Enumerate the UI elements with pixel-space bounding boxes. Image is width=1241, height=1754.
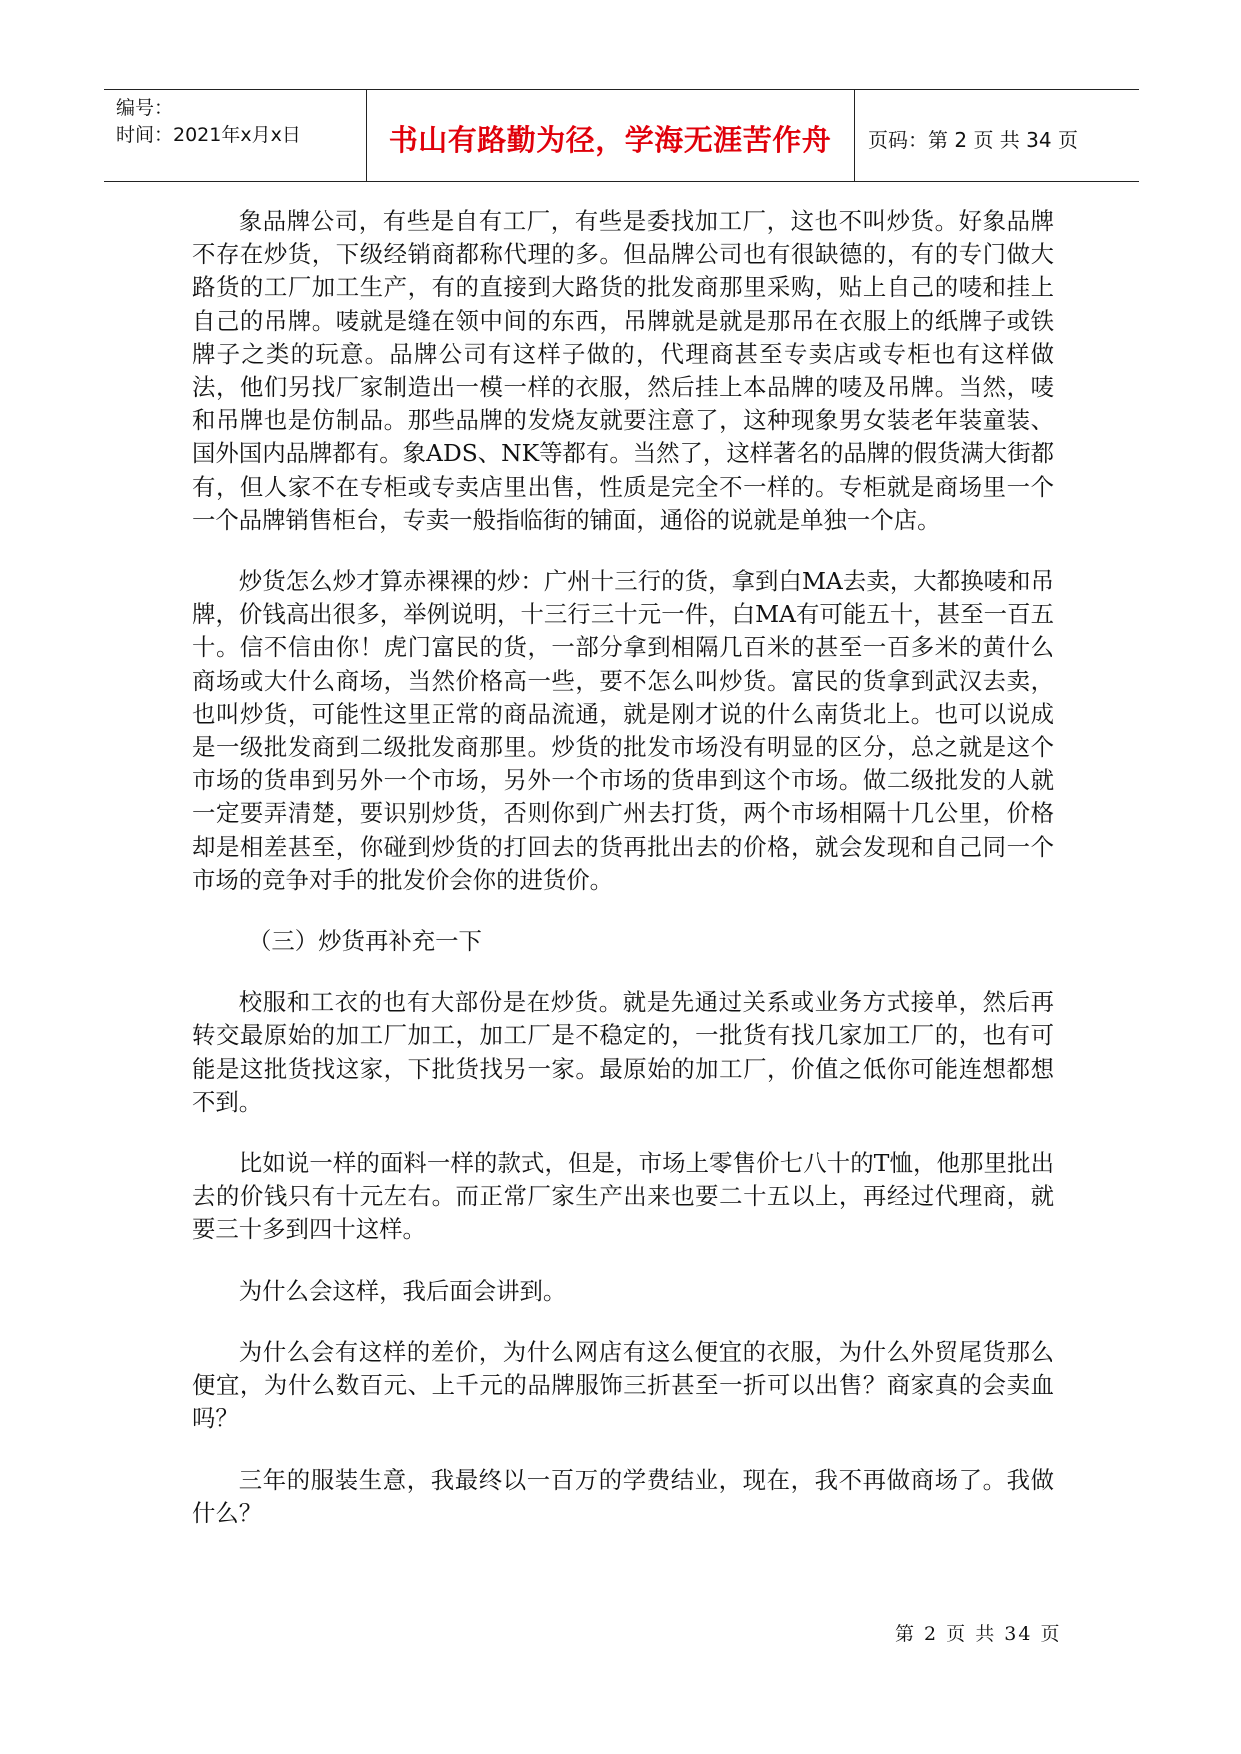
header-meta-cell [104,90,367,181]
header-page-number: 页码：第 2 页 共 34 页 [868,128,1078,152]
body-paragraph: 象品牌公司，有些是自有工厂，有些是委找加工厂，这也不叫炒货。好象品牌不存在炒货，下级经销商都称代理的多。但品牌公司也有很缺德的，有的专门做大路货的工厂加工生产，有的直接到大路货的批发商那里采购，贴上自己的唛和挂上自己的吊牌。唛就是缝在领中间的东西，吊牌就是就是那吊在衣服上的纸牌子或铁牌子之类的玩意。品牌公司有这样子做的，代理商甚至专卖店或专柜也有这样做法，他们另找厂家制造出一模一样的衣服，然后挂上本品牌的唛及吊牌。当然，唛和吊牌也是仿制品。那些品牌的发烧友就要注意了，这种现象男女装老年装童装、国外国内品牌都有。象ADS、NK等都有。当然了，这样著名的品牌的假货满大街都有，但人家不在专柜或专卖店里出售，性质是完全不一样的。专柜就是商场里一个一个品牌销售柜台，专卖一般指临街的铺面，通俗的说就是单独一个店。 [192,207,1054,534]
document-number-label: 编号： [116,97,174,119]
page-footer: 第 2 页 共 34 页 [895,1623,1062,1645]
document-time-label: 时间：2021年x月x日 [116,124,301,146]
document-body [192,205,1054,1558]
body-paragraph: 三年的服装生意，我最终以一百万的学费结业，现在，我不再做商场了。我做什么？ [192,1465,1054,1527]
body-paragraph: 为什么会有这样的差价，为什么网店有这么便宜的衣服，为什么外贸尾货那么便宜，为什么数百元、上千元的品牌服饰三折甚至一折可以出售？商家真的会卖血吗？ [192,1337,1054,1433]
body-paragraph: 比如说一样的面料一样的款式，但是，市场上零售价七八十的T恤，他那里批出去的价钱只有十元左右。而正常厂家生产出来也要二十五以上，再经过代理商，就要三十多到四十这样。 [192,1149,1054,1244]
body-paragraph: 为什么会这样，我后面会讲到。 [238,1276,567,1305]
body-paragraph: 炒货怎么炒才算赤裸裸的炒：广州十三行的货，拿到白MA去卖，大都换唛和吊牌，价钱高出很多，举例说明，十三行三十元一件，白MA有可能五十，甚至一百五十。信不信由你！虎门富民的货，一部分拿到相隔几百米的甚至一百多米的黄什么商场或大什么商场，当然价格高一些，要不怎么叫炒货。富民的货拿到武汉去卖，也叫炒货，可能性这里正常的商品流通，就是刚才说的什么南货北上。也可以说成是一级批发商到二级批发商那里。炒货的批发市场没有明显的区分，总之就是这个市场的货串到另外一个市场，另外一个市场的货串到这个市场。做二级批发的人就一定要弄清楚，要识别炒货，否则你到广州去打货，两个市场相隔十几公里，价格却是相差甚至，你碰到炒货的打回去的货再批出去的价格，就会发现和自己同一个市场的竞争对手的批发价会你的进货价。 [192,567,1054,894]
header-motto-cell [366,90,855,181]
section-heading: （三）炒货再补充一下 [248,927,482,956]
document-header [104,89,1139,182]
header-motto: 书山有路勤为径，学海无涯苦作舟 [388,123,832,157]
body-paragraph: 校服和工衣的也有大部份是在炒货。就是先通过关系或业务方式接单，然后再转交最原始的加工厂加工，加工厂是不稳定的，一批货有找几家加工厂的，也有可能是这批货找这家，下批货找另一家。最原始的加工厂，价值之低你可能连想都想不到。 [192,988,1054,1116]
header-page-cell [854,90,1139,181]
